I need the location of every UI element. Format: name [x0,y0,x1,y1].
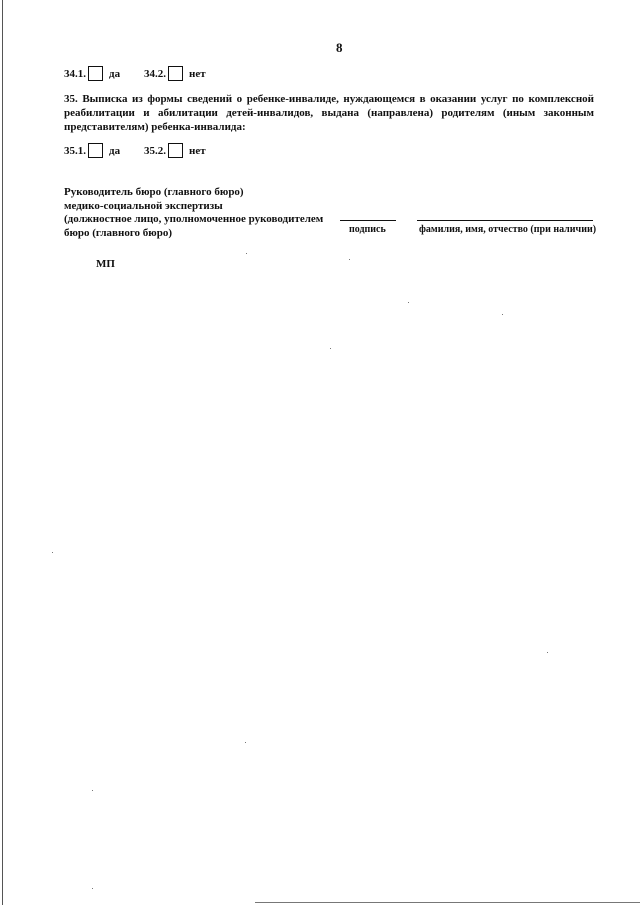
item-34-2-label: нет [189,67,206,80]
item-35-1 [64,143,120,158]
signatory-line-3: (должностное лицо, уполномоченное руководителем [64,213,324,225]
signatory-line-2: медико-социальной экспертизы [64,199,223,212]
signature-line[interactable] [340,220,396,221]
page-number: 8 [336,40,343,55]
scan-speck [92,790,93,791]
item-35-2-label: нет [189,144,206,157]
signatory-title [64,186,323,240]
item-34-2-checkbox[interactable] [168,66,183,81]
item-35-1-checkbox[interactable] [88,143,103,158]
page-edge-left [2,0,3,905]
item-34-row [64,66,264,82]
item-35-2-checkbox[interactable] [168,143,183,158]
item-34-2 [144,66,206,81]
scan-speck [349,259,350,260]
scan-speck [92,888,93,889]
item-35-1-number: 35.1. [64,144,86,157]
item-35-text: 35. Выписка из формы сведений о ребенке-инвалиде, нуждающемся в оказании услуг по комплексной реабилитации и абилитации детей-инвалидов, выдана (направлена) родителям (иным законным представителям) ребенка-инвалида: [64,93,594,133]
item-35-2-number: 35.2. [144,144,166,157]
page-edge-bottom [255,902,640,903]
item-34-1 [64,66,120,81]
scan-speck [52,552,53,553]
name-caption: фамилия, имя, отчество (при наличии) [419,224,597,235]
item-35-row [64,143,264,159]
stamp-label: МП [96,258,115,270]
scan-speck [502,314,503,315]
signature-caption: подпись [349,224,386,235]
scan-speck [246,253,247,254]
scan-speck [547,652,548,653]
item-34-2-number: 34.2. [144,67,166,80]
signatory-line-1: Руководитель бюро (главного бюро) [64,186,244,198]
item-35-1-label: да [109,144,121,157]
item-34-1-label: да [109,67,121,80]
signatory-line-4: бюро (главного бюро) [64,226,172,239]
item-34-1-checkbox[interactable] [88,66,103,81]
name-line[interactable] [417,220,593,221]
scan-speck [245,742,246,743]
scan-speck [330,348,331,349]
item-34-1-number: 34.1. [64,67,86,80]
item-35-2 [144,143,206,158]
scan-speck [408,302,409,303]
